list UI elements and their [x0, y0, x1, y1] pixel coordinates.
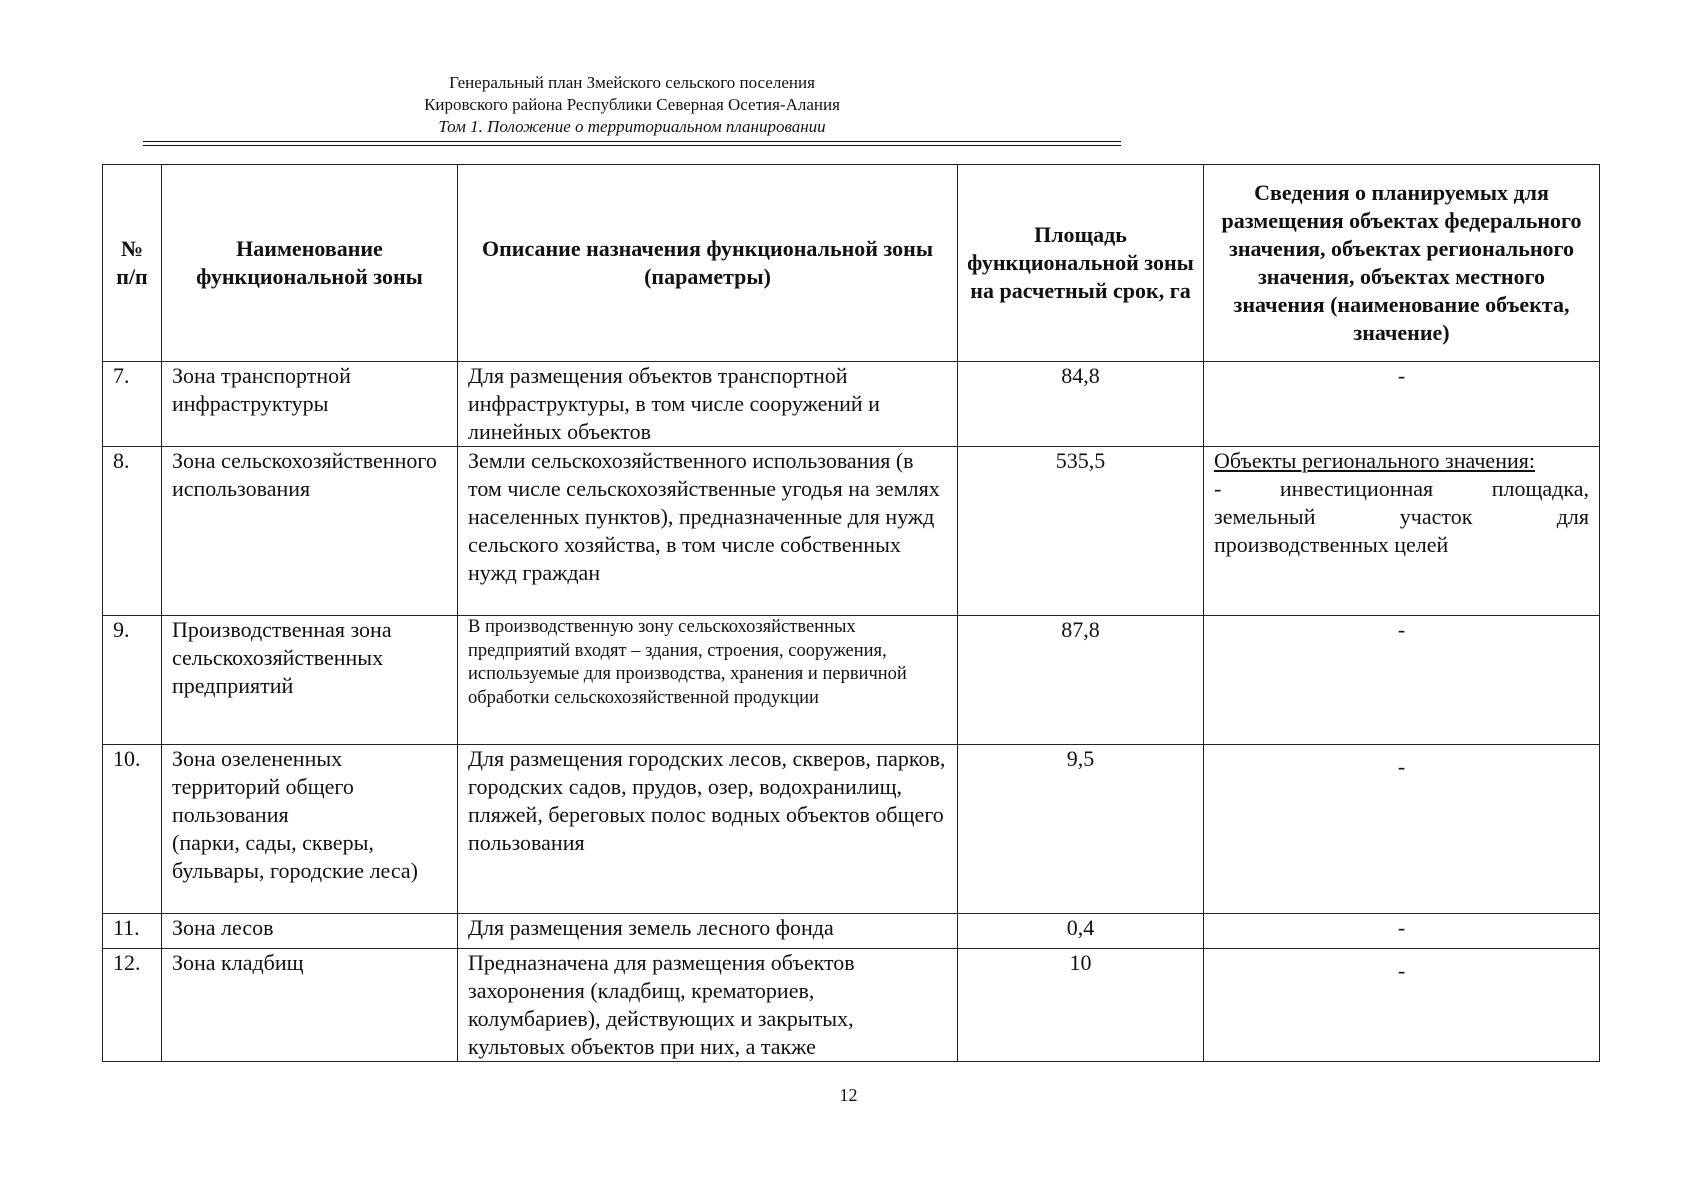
- row-objects: [1204, 447, 1600, 616]
- header-num: № п/п: [103, 165, 162, 362]
- header-objects: Сведения о планируемых для размещения объектах федерального значения, объектах регионального значения, объектах местного значения (наименование объекта, значение): [1204, 165, 1600, 362]
- row-objects: -: [1204, 616, 1600, 745]
- row-zone-name: Зона транспортной инфраструктуры: [162, 362, 458, 447]
- row-objects: [1204, 949, 1600, 1062]
- row-num-text: 10.: [113, 746, 141, 771]
- header-description: Описание назначения функциональной зоны (параметры): [458, 165, 958, 362]
- row-zone-name: Зона кладбищ: [162, 949, 458, 1062]
- header-zone-name: Наименование функциональной зоны: [162, 165, 458, 362]
- objects-text: -: [1397, 754, 1406, 779]
- page-number: 12: [839, 1085, 858, 1105]
- row-num: 11.: [103, 914, 162, 949]
- row-zone-name: Зона сельскохозяйственного использования: [162, 447, 458, 616]
- objects-text: -: [1397, 958, 1406, 983]
- header-line-1: Генеральный план Змейского сельского поселения: [449, 73, 815, 92]
- table-row: [103, 447, 1600, 616]
- row-objects: -: [1204, 362, 1600, 447]
- row-description: Для размещения объектов транспортной инфраструктуры, в том числе сооружений и линейных объектов: [458, 362, 958, 447]
- header-line-3: Том 1. Положение о территориальном планировании: [438, 117, 826, 136]
- row-num: 9.: [103, 616, 162, 745]
- row-objects: [1204, 745, 1600, 914]
- objects-title: Объекты регионального значения:: [1214, 448, 1535, 473]
- functional-zones-table: [102, 164, 1600, 1062]
- row-area: 0,4: [958, 914, 1204, 949]
- row-objects: -: [1204, 914, 1600, 949]
- table-row: [103, 914, 1600, 949]
- header-line-2: Кировского района Республики Северная Осетия-Алания: [424, 95, 840, 114]
- document-header: [143, 72, 1121, 138]
- row-zone-name: [162, 745, 458, 914]
- row-zone-name: Производственная зона сельскохозяйственных предприятий: [162, 616, 458, 745]
- row-zone-name: Зона лесов: [162, 914, 458, 949]
- row-area: 10: [958, 949, 1204, 1062]
- table-row: [103, 616, 1600, 745]
- zone-name-extra: (парки, сады, скверы, бульвары, городские леса): [172, 830, 418, 883]
- row-description: Предназначена для размещения объектов захоронения (кладбищ, крематориев, колумбариев), действующих и закрытых, культовых объектов при них, а также: [458, 949, 958, 1062]
- objects-text: - инвестиционная площадка, земельный участок для производственных целей: [1214, 476, 1589, 557]
- row-description: Земли сельскохозяйственного использования (в том числе сельскохозяйственные угодья на землях населенных пунктов), предназначенные для нужд сельского хозяйства, в том числе собственных нужд граждан: [458, 447, 958, 616]
- row-num: 8.: [103, 447, 162, 616]
- row-description: Для размещения городских лесов, скверов, парков, городских садов, прудов, озер, водохранилищ, пляжей, береговых полос водных объектов общего пользования: [458, 745, 958, 914]
- row-area: 84,8: [958, 362, 1204, 447]
- row-description: Для размещения земель лесного фонда: [458, 914, 958, 949]
- row-area: 87,8: [958, 616, 1204, 745]
- row-num: 12.: [103, 949, 162, 1062]
- row-area: 535,5: [958, 447, 1204, 616]
- header-area: Площадь функциональной зоны на расчетный срок, га: [958, 165, 1204, 362]
- row-num: 7.: [103, 362, 162, 447]
- table-row: [103, 949, 1600, 1062]
- header-divider: [143, 141, 1121, 146]
- row-num: [103, 745, 162, 914]
- table-row: [103, 362, 1600, 447]
- row-area: 9,5: [958, 745, 1204, 914]
- table-row: [103, 745, 1600, 914]
- row-description: В производственную зону сельскохозяйственных предприятий входят – здания, строения, сооружения, используемые для производства, хранения и первичной обработки сельскохозяйственной продукции: [458, 616, 958, 745]
- table-header-row: [103, 165, 1600, 362]
- zone-name-text: Зона озелененных территорий общего пользования: [172, 746, 354, 827]
